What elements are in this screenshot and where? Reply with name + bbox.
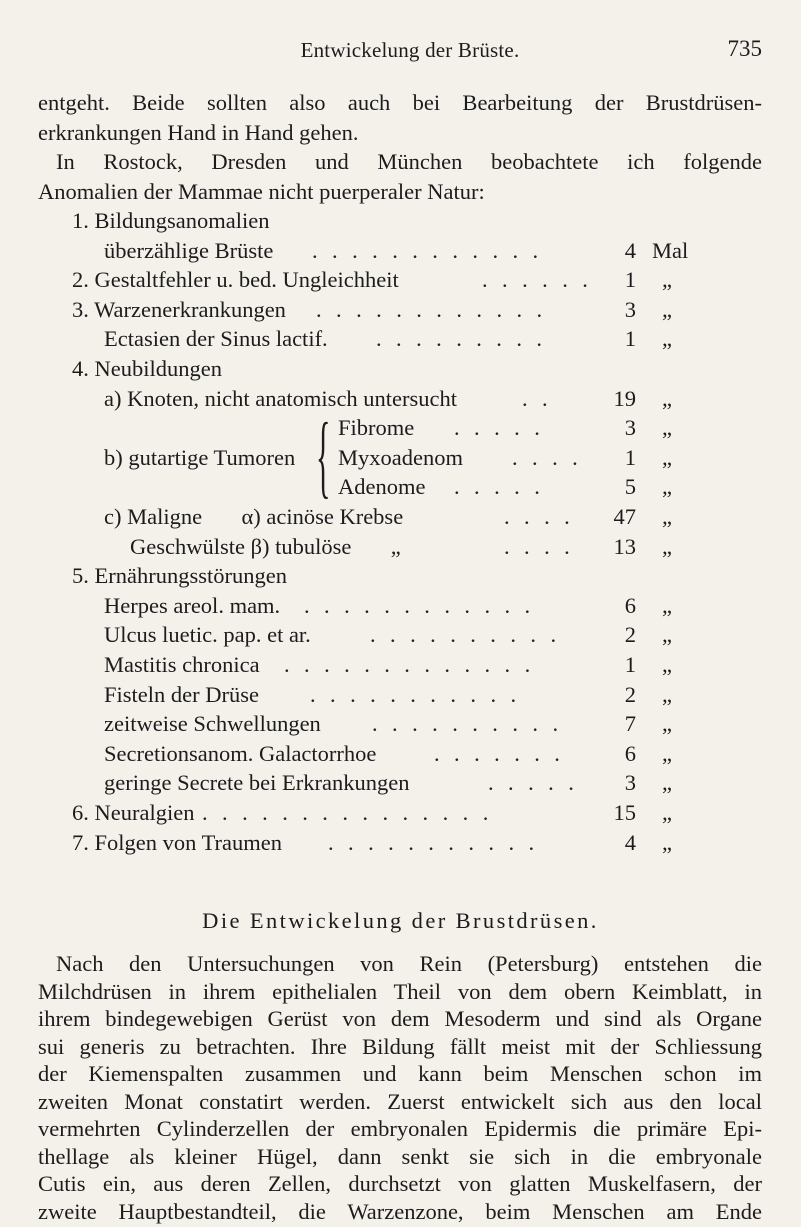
list-item bbox=[72, 828, 764, 858]
list-item bbox=[104, 620, 764, 650]
brace-symbol: { bbox=[316, 405, 331, 509]
list-item-label: 4. Neubildungen bbox=[72, 356, 222, 381]
list-item-unit: „ bbox=[662, 622, 672, 648]
list-item bbox=[104, 324, 764, 354]
list-item-count: 4 bbox=[624, 829, 636, 855]
list-item bbox=[72, 798, 764, 828]
body-line: thellage als kleiner Hügel, dann senkt sie sich in die embryonale bbox=[38, 1143, 762, 1169]
list-item-label: 6. Neuralgien bbox=[72, 800, 195, 825]
list-item-label: c) Maligne α) acinöse Krebse bbox=[104, 504, 404, 529]
list-item bbox=[104, 502, 764, 532]
leader-dots: . . . . . . . . . . bbox=[370, 622, 561, 648]
list-item bbox=[104, 650, 764, 680]
list-item-count: 1 bbox=[624, 326, 636, 352]
leader-dots: . . . . . bbox=[488, 770, 579, 796]
list-item-count: 5 bbox=[624, 474, 636, 500]
intro-line: entgeht. Beide sollten also auch bei Bearbeitung der Brustdrüsen- bbox=[38, 90, 762, 115]
list-item-unit: „ bbox=[662, 681, 672, 707]
intro-line: erkrankungen Hand in Hand gehen. bbox=[38, 119, 359, 145]
leader-dots: . . . . . . bbox=[482, 267, 593, 293]
list-item-label: 1. Bildungsanomalien bbox=[72, 208, 270, 233]
body-line: der Kiemenspalten zusammen und kann beim Menschen schon im bbox=[38, 1061, 762, 1087]
list-item-label: Herpes areol. mam. bbox=[104, 592, 281, 618]
list-item-count: 47 bbox=[613, 504, 636, 529]
list-item-unit: „ bbox=[662, 504, 672, 529]
leader-dots: . . . . . . . . . bbox=[376, 326, 547, 352]
list-item-unit: „ bbox=[662, 652, 672, 677]
list-item-label: geringe Secrete bei Erkrankungen bbox=[104, 770, 410, 796]
leader-dots: . . . . . . . . . . . . bbox=[316, 296, 547, 322]
list-item-count: 1 bbox=[624, 652, 636, 677]
leader-dots: . . . . . . . . . . bbox=[372, 711, 563, 737]
leader-dots: . . . . . bbox=[454, 474, 545, 500]
list-item-count: 7 bbox=[624, 711, 636, 737]
list-item-label: Myxoadenom bbox=[338, 444, 463, 470]
body-line: zweiten Monat constatirt werden. Zuerst entwickelt sich aus den local bbox=[38, 1088, 762, 1114]
list-item-count: 3 bbox=[624, 770, 636, 796]
intro-line: Anomalien der Mammae nicht puerperaler Natur: bbox=[38, 178, 485, 204]
list-item-count: 1 bbox=[624, 267, 636, 293]
list-item-unit: „ bbox=[662, 444, 672, 470]
list-item-label: zeitweise Schwellungen bbox=[104, 711, 321, 737]
leader-dots: . . . . bbox=[504, 533, 575, 559]
list-item bbox=[104, 768, 764, 798]
list-item bbox=[104, 709, 764, 739]
list-item-count: 15 bbox=[613, 800, 636, 825]
leader-dots: . . . . bbox=[512, 444, 583, 470]
body-line: Milchdrüsen in ihrem epithelialen Theil von dem obern Keimblatt, in bbox=[38, 978, 762, 1004]
list-item bbox=[72, 265, 762, 295]
list-item-count: 1 bbox=[624, 444, 636, 470]
list-item-unit: „ bbox=[662, 533, 672, 559]
list-item-label: Secretionsanom. Galactorrhoe bbox=[104, 740, 377, 766]
list-item-count: 2 bbox=[624, 622, 636, 648]
list-item-label: a) Knoten, nicht anatomisch untersucht bbox=[104, 385, 458, 411]
list-item bbox=[130, 532, 764, 562]
list-item bbox=[104, 739, 764, 769]
leader-dots: . . . . bbox=[504, 504, 575, 529]
list-item-count: 3 bbox=[624, 296, 636, 322]
list-item-label: Fibrome bbox=[338, 415, 415, 441]
list-item-label: überzählige Brüste bbox=[104, 237, 274, 263]
running-header: Entwickelung der Brüste. bbox=[300, 38, 520, 62]
page-number: 735 bbox=[727, 36, 762, 61]
list-item-label: 5. Ernährungsstörungen bbox=[72, 563, 287, 589]
leader-dots: . . . . . . . . . . . bbox=[310, 681, 521, 707]
list-item-unit: Mal bbox=[652, 237, 689, 263]
list-item-label: 7. Folgen von Traumen bbox=[72, 829, 283, 855]
body-line: Nach den Untersuchungen von Rein (Petersburg) entstehen die bbox=[56, 951, 762, 976]
list-item-unit: „ bbox=[662, 474, 672, 500]
list-item bbox=[104, 591, 764, 621]
list-item bbox=[104, 236, 764, 266]
list-item-count: 3 bbox=[624, 415, 636, 441]
list-item-count: 2 bbox=[624, 681, 636, 707]
body-line: Cutis ein, aus deren Zellen, durchsetzt von glatten Muskelfasern, der bbox=[38, 1171, 762, 1197]
leader-dots: . . . . . . . . . . . . bbox=[312, 237, 543, 263]
list-item-label: 3. Warzenerkrankungen bbox=[72, 296, 286, 322]
list-item bbox=[338, 413, 764, 443]
body-line: ihrem bindegewebigen Gerüst von dem Mesoderm und sind als Organe bbox=[38, 1006, 762, 1032]
list-item-label: Ectasien der Sinus lactif. bbox=[104, 326, 328, 352]
list-item bbox=[338, 472, 764, 502]
list-item-unit: „ bbox=[662, 829, 672, 855]
list-item bbox=[72, 295, 762, 325]
list-item-unit: „ bbox=[662, 592, 672, 618]
list-item-unit: „ bbox=[662, 740, 672, 766]
list-item-label: Fisteln der Drüse bbox=[104, 681, 259, 707]
leader-dots: . . . . . . . . . . . bbox=[328, 829, 539, 855]
body-line: sui generis zu betrachten. Ihre Bildung fällt meist mit der Schliessung bbox=[38, 1033, 762, 1059]
list-item-count: 6 bbox=[624, 592, 636, 618]
list-item-unit: „ bbox=[662, 296, 672, 322]
list-item-unit: „ bbox=[662, 711, 672, 737]
list-item-unit: „ bbox=[662, 770, 672, 796]
list-item-label: 2. Gestaltfehler u. bed. Ungleichheit bbox=[72, 267, 399, 293]
list-item bbox=[104, 384, 764, 414]
leader-dots: . . . . . bbox=[454, 415, 545, 441]
list-item-label: Ulcus luetic. pap. et ar. bbox=[104, 622, 311, 648]
section-heading: Die Entwickelung der Brustdrüsen. bbox=[202, 908, 599, 933]
intro-line: In Rostock, Dresden und München beobachtete ich folgende bbox=[56, 149, 762, 175]
leader-dots: . . bbox=[522, 385, 553, 411]
list-item-unit: „ bbox=[662, 415, 672, 441]
list-item-label: Adenome bbox=[338, 474, 426, 500]
list-item-count: 19 bbox=[613, 385, 636, 411]
list-item-count: 13 bbox=[613, 533, 636, 559]
list-item-count: 6 bbox=[624, 740, 636, 766]
list-item-unit: „ bbox=[662, 267, 672, 293]
list-item bbox=[338, 443, 764, 473]
list-item-count: 4 bbox=[624, 237, 636, 263]
list-item-unit: „ bbox=[662, 326, 672, 352]
leader-dots: . . . . . . . bbox=[434, 740, 565, 766]
list-item bbox=[104, 680, 764, 710]
book-page: Entwickelung der Brüste. 735 entgeht. Beide sollten also auch bei Bearbeitung der Brustdrüsen- erkrankungen Hand in Hand gehen. In Rostock, Dresden und München beobachtete ich folgende Anomalien der Mammae nicht puerperaler Natur: 1. Bildungsanomalien überzählige Brüste . . . . . . . . . . . . 4 Mal 2. Gestaltfehler u. bed. Ungleichheit . . . . . . 1 „ 3. Warzenerkrankungen . . . . . . . . . . . . 3 „ Ectasien der Sinus lactif. . . . . . . . . . 1 „ 4. Neubildungen a) Knoten, nicht anatomisch untersucht . . 19 „ b) gutartige Tumoren { Fibrome . . . . . 3 „ Myxoadenom . . . . 1 „ Adenome . . . . . 5 „ c) Maligne α) acinöse Krebse . . . . 47 „ Geschwülste β) tubulöse „ . . . . 13 „ 5. Ernährungsstörungen Herpes areol. mam. . . . . . . . . . . . . 6 „ Ulcus luetic. pap. et ar. . . . . . . . . . . 2 „ Mastitis chronica . . . . . . . . . . . . . 1 „ Fisteln der Drüse . . . . . . . . . . . 2 „ zeitweise Schwellungen . . . . . . . . . . 7 „ Secretionsanom. Galactorrhoe . . . . . . . 6 „ geringe Secrete bei Erkrankungen . . . . . 3 „ 6. Neuralgien . . . . . . . . . . . . . . . 15 „ 7. Folgen von Traumen . . . . . . . . . . . 4 „ Die Entwickelung der Brustdrüsen. Nach den Untersuchungen von Rein (Petersburg) entstehen die Milchdrüsen in ihrem epithelialen Theil von dem obern Keimblatt, in ihrem bindegewebigen Gerüst von dem Mesoderm und sind als Organe sui generis zu betrachten. Ihre Bildung fällt meist mit der Schliessung der Kiemenspalten zusammen und kann beim Menschen schon im zweiten Monat constatirt werden. Zuerst entwickelt sich aus den local vermehrten Cylinderzellen der embryonalen Epidermis die primäre Epi- thellage als kleiner Hügel, dann senkt sie sich in die embryonale Cutis ein, aus deren Zellen, durchsetzt von glatten Muskelfasern, der zweite Hauptbestandteil, die Warzenzone, beim Menschen am Ende bbox=[0, 0, 801, 1227]
leader-dots: . . . . . . . . . . . . bbox=[304, 592, 535, 618]
list-item-label: Mastitis chronica bbox=[104, 652, 260, 677]
body-line: vermehrten Cylinderzellen der embryonalen Epidermis die primäre Epi- bbox=[38, 1116, 762, 1142]
leader-dots: . . . . . . . . . . . . . bbox=[284, 652, 535, 677]
leader-dots: . . . . . . . . . . . . . . . bbox=[202, 800, 493, 825]
list-item-label: Geschwülste β) tubulöse „ bbox=[130, 533, 401, 559]
list-item-unit: „ bbox=[662, 385, 672, 411]
body-line: zweite Hauptbestandteil, die Warzenzone, beim Menschen am Ende bbox=[38, 1199, 762, 1224]
list-item-unit: „ bbox=[662, 800, 672, 825]
